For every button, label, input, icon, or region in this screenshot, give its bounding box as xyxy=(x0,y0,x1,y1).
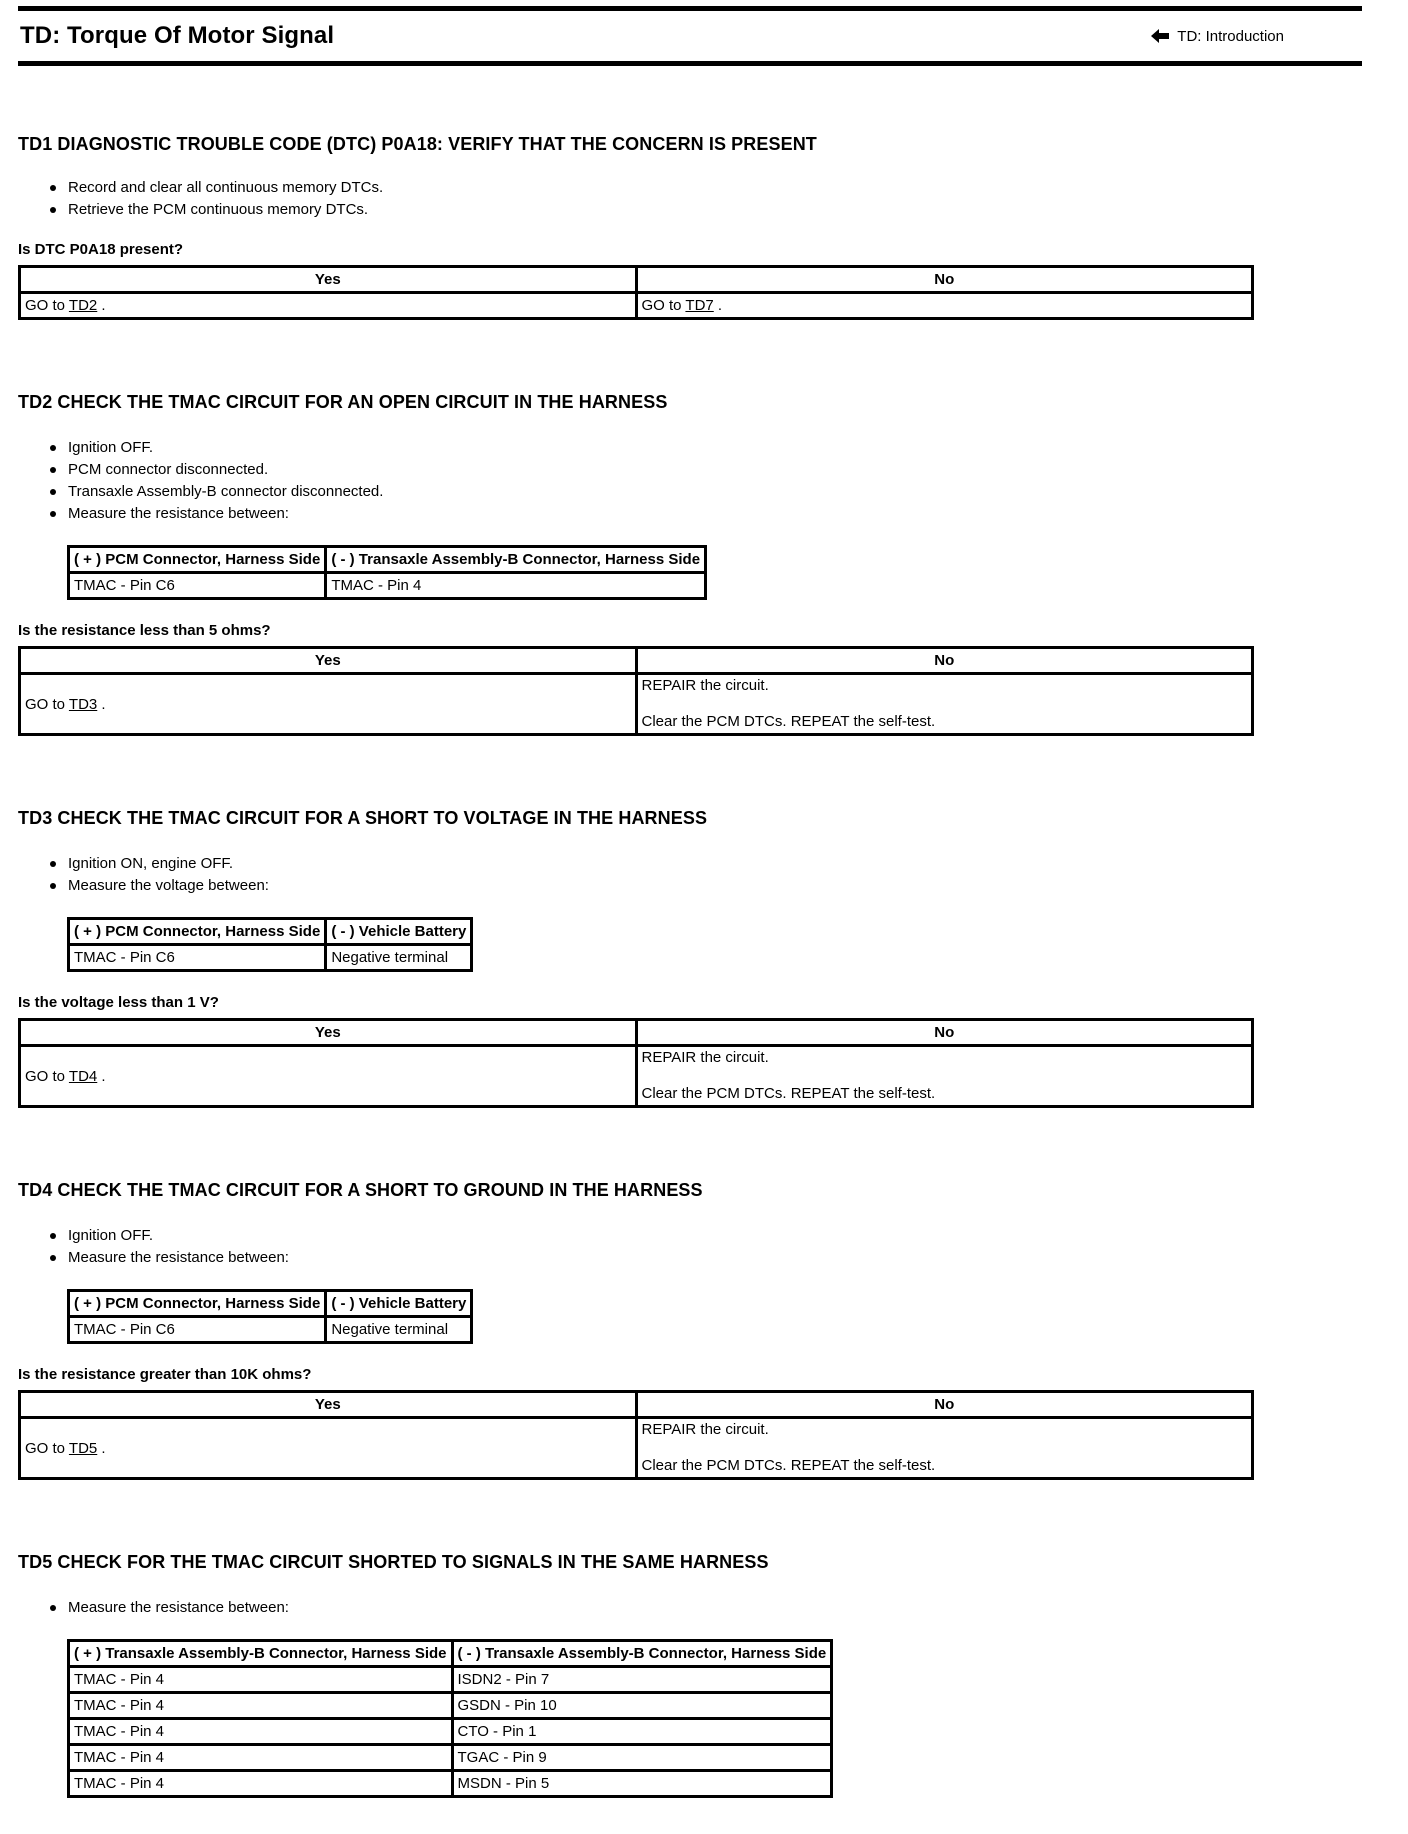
answer-table xyxy=(18,646,1254,736)
no-cell xyxy=(636,1418,1253,1479)
step-item: Retrieve the PCM continuous memory DTCs. xyxy=(50,199,1258,221)
yes-header: Yes xyxy=(20,1392,637,1418)
meas-cell: TMAC - Pin 4 xyxy=(69,1693,453,1719)
repair-instruction: REPAIR the circuit. xyxy=(641,1421,769,1438)
goto-suffix: . xyxy=(713,297,723,314)
meas-cell: TMAC - Pin C6 xyxy=(69,1317,326,1343)
yes-cell xyxy=(20,1046,637,1107)
step-item: Record and clear all continuous memory DTCs. xyxy=(50,177,1258,199)
meas-cell: MSDN - Pin 5 xyxy=(452,1771,832,1797)
meas-header-positive: ( + ) PCM Connector, Harness Side xyxy=(69,919,326,945)
meas-cell: TMAC - Pin 4 xyxy=(69,1745,453,1771)
step-list xyxy=(18,1225,1258,1269)
meas-header-negative: ( - ) Vehicle Battery xyxy=(326,1291,472,1317)
step-item: PCM connector disconnected. xyxy=(50,459,1258,481)
meas-cell: TMAC - Pin 4 xyxy=(69,1771,453,1797)
no-header: No xyxy=(636,648,1253,674)
step-item: Ignition OFF. xyxy=(50,437,1258,459)
step-item: Measure the resistance between: xyxy=(50,1597,1258,1619)
meas-cell: Negative terminal xyxy=(326,1317,472,1343)
meas-cell: TMAC - Pin 4 xyxy=(326,573,706,599)
question: Is the resistance less than 5 ohms? xyxy=(18,622,271,639)
no-header: No xyxy=(636,267,1253,293)
meas-cell: TMAC - Pin 4 xyxy=(69,1719,453,1745)
section-heading: TD4 CHECK THE TMAC CIRCUIT FOR A SHORT TO GROUND IN THE HARNESS xyxy=(18,1180,703,1200)
meas-cell: CTO - Pin 1 xyxy=(452,1719,832,1745)
yes-cell xyxy=(20,293,637,319)
yes-cell xyxy=(20,674,637,735)
step-list xyxy=(18,853,1258,897)
meas-header-negative: ( - ) Transaxle Assembly-B Connector, Harness Side xyxy=(452,1641,832,1667)
page-title: TD: Torque Of Motor Signal xyxy=(20,22,335,49)
question: Is DTC P0A18 present? xyxy=(18,241,184,258)
meas-cell: TMAC - Pin 4 xyxy=(69,1667,453,1693)
goto-prefix: GO to xyxy=(25,1067,69,1085)
answer-table xyxy=(18,1390,1254,1480)
meas-header-negative: ( - ) Transaxle Assembly-B Connector, Harness Side xyxy=(326,547,706,573)
meas-cell: TMAC - Pin C6 xyxy=(69,573,326,599)
goto-td5-link[interactable]: TD5 xyxy=(68,1439,98,1457)
meas-header-positive: ( + ) PCM Connector, Harness Side xyxy=(69,1291,326,1317)
arrow-left-icon xyxy=(1151,29,1169,43)
clear-dtc-instruction: Clear the PCM DTCs. REPEAT the self-test. xyxy=(641,713,936,730)
no-cell xyxy=(636,293,1253,319)
goto-suffix: . xyxy=(97,1439,106,1457)
goto-td7-link[interactable]: TD7 xyxy=(685,297,714,314)
goto-prefix: GO to xyxy=(25,1439,69,1457)
section-heading: TD3 CHECK THE TMAC CIRCUIT FOR A SHORT TO VOLTAGE IN THE HARNESS xyxy=(18,808,708,828)
step-list xyxy=(18,437,1258,525)
no-header: No xyxy=(636,1020,1253,1046)
clear-dtc-instruction: Clear the PCM DTCs. REPEAT the self-test. xyxy=(641,1457,936,1474)
section-td4 xyxy=(18,1180,1258,1480)
table-row xyxy=(69,1771,832,1797)
table-row xyxy=(69,1745,832,1771)
section-td1 xyxy=(18,134,1258,320)
no-header: No xyxy=(636,1392,1253,1418)
step-item: Measure the resistance between: xyxy=(50,503,1258,525)
yes-cell xyxy=(20,1418,637,1479)
table-row xyxy=(69,1667,832,1693)
goto-suffix: . xyxy=(97,297,106,314)
meas-cell: ISDN2 - Pin 7 xyxy=(452,1667,832,1693)
goto-td3-link[interactable]: TD3 xyxy=(68,695,98,713)
question: Is the resistance greater than 10K ohms? xyxy=(18,1366,312,1383)
step-list xyxy=(18,1597,1258,1619)
section-td3 xyxy=(18,808,1258,1108)
meas-cell: GSDN - Pin 10 xyxy=(452,1693,832,1719)
back-link-label: TD: Introduction xyxy=(1177,27,1284,45)
section-heading: TD5 CHECK FOR THE TMAC CIRCUIT SHORTED TO SIGNALS IN THE SAME HARNESS xyxy=(18,1552,769,1572)
meas-cell: TGAC - Pin 9 xyxy=(452,1745,832,1771)
step-list xyxy=(18,177,1258,221)
goto-td4-link[interactable]: TD4 xyxy=(68,1067,98,1085)
goto-prefix: GO to xyxy=(25,297,69,314)
goto-suffix: . xyxy=(97,695,106,713)
yes-header: Yes xyxy=(20,267,637,293)
step-item: Transaxle Assembly-B connector disconnected. xyxy=(50,481,1258,503)
goto-prefix: GO to xyxy=(641,297,686,314)
measurement-table xyxy=(67,917,473,972)
table-row xyxy=(69,1719,832,1745)
step-item: Measure the resistance between: xyxy=(50,1247,1258,1269)
step-item: Ignition ON, engine OFF. xyxy=(50,853,1258,875)
meas-header-negative: ( - ) Vehicle Battery xyxy=(326,919,472,945)
repair-instruction: REPAIR the circuit. xyxy=(641,677,769,694)
goto-prefix: GO to xyxy=(25,695,69,713)
answer-table xyxy=(18,265,1254,320)
section-td5 xyxy=(18,1552,1258,1798)
meas-cell: TMAC - Pin C6 xyxy=(69,945,326,971)
step-item: Ignition OFF. xyxy=(50,1225,1258,1247)
no-cell xyxy=(636,1046,1253,1107)
yes-header: Yes xyxy=(20,1020,637,1046)
back-link-td-introduction[interactable] xyxy=(1151,28,1284,45)
repair-instruction: REPAIR the circuit. xyxy=(641,1049,769,1066)
no-cell xyxy=(636,674,1253,735)
measurement-table xyxy=(67,545,707,600)
goto-suffix: . xyxy=(97,1067,106,1085)
step-item: Measure the voltage between: xyxy=(50,875,1258,897)
answer-table xyxy=(18,1018,1254,1108)
section-heading: TD1 DIAGNOSTIC TROUBLE CODE (DTC) P0A18: VERIFY THAT THE CONCERN IS PRESENT xyxy=(18,134,817,154)
measurement-table xyxy=(67,1639,833,1798)
measurement-table xyxy=(67,1289,473,1344)
section-td2 xyxy=(18,392,1258,736)
header-bottom-rule xyxy=(18,61,1362,66)
clear-dtc-instruction: Clear the PCM DTCs. REPEAT the self-test. xyxy=(641,1085,936,1102)
yes-header: Yes xyxy=(20,648,637,674)
header-bar xyxy=(18,11,1362,61)
question: Is the voltage less than 1 V? xyxy=(18,994,219,1011)
goto-td2-link[interactable]: TD2 xyxy=(68,297,98,314)
table-row xyxy=(69,1693,832,1719)
meas-cell: Negative terminal xyxy=(326,945,472,971)
page-header xyxy=(18,6,1362,66)
section-heading: TD2 CHECK THE TMAC CIRCUIT FOR AN OPEN CIRCUIT IN THE HARNESS xyxy=(18,392,668,412)
meas-header-positive: ( + ) Transaxle Assembly-B Connector, Harness Side xyxy=(69,1641,453,1667)
meas-header-positive: ( + ) PCM Connector, Harness Side xyxy=(69,547,326,573)
